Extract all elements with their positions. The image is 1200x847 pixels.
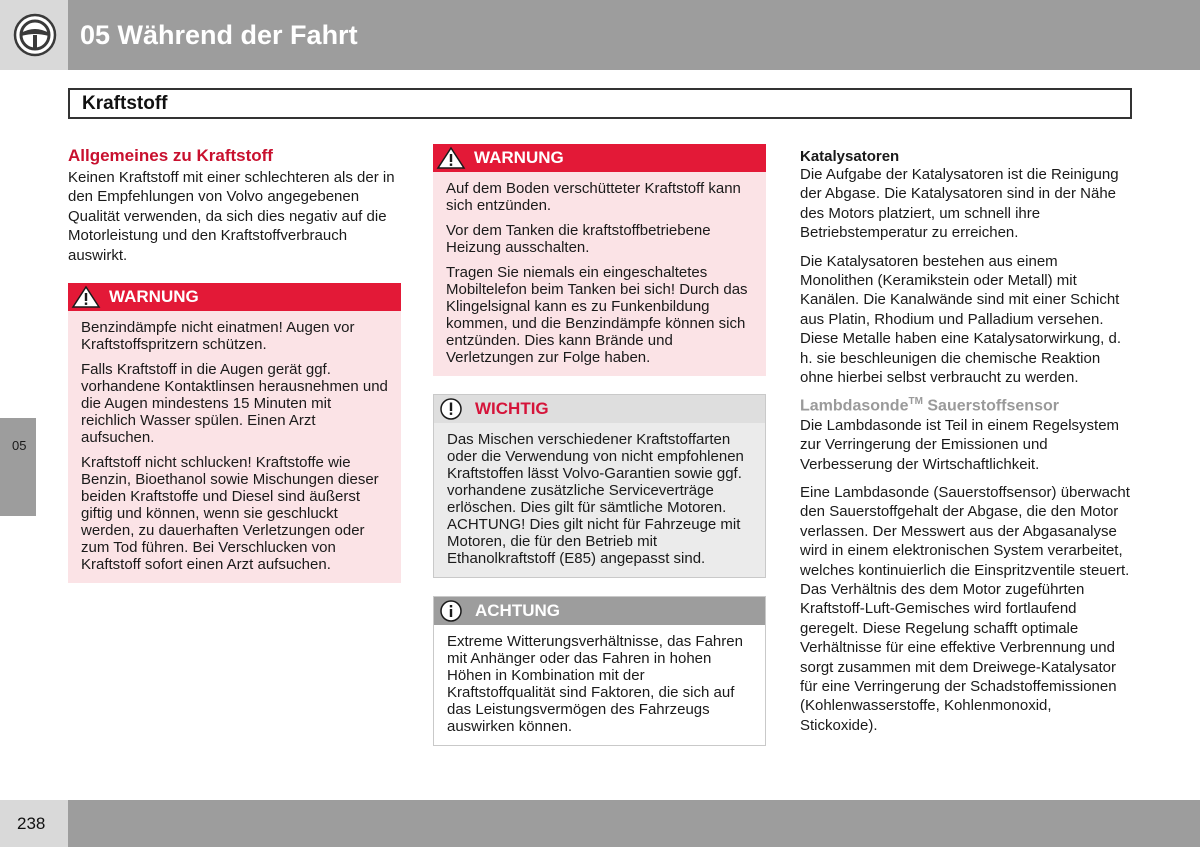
important-box — [433, 394, 766, 578]
side-tab-label: 05 — [12, 438, 27, 453]
catalyst-heading: Katalysatoren — [800, 148, 900, 165]
chapter-header-bar — [0, 0, 1200, 70]
chapter-side-tab — [0, 418, 36, 516]
lambda-paragraph: Die Lambdasonde ist Teil in einem Regelsystem zur Verringerung der Emissionen und Verbesserung der Wirtschaftlichkeit. — [800, 416, 1120, 473]
warning-box-refuelling — [433, 144, 766, 376]
warning-paragraph: Tragen Sie niemals ein eingeschaltetes Mobiltelefon beim Tanken bei sich! Durch das Klingelsignal kann es zu Funkenbildung kommen, und die Benzindämpfe können sich entzünden. Dies kann Brände und Verletzungen zur Folge haben. — [446, 264, 748, 366]
warning-box-fuel-vapour — [68, 283, 401, 583]
column-right — [800, 144, 1132, 735]
catalyst-paragraph: Die Aufgabe der Katalysatoren ist die Reinigung der Abgase. Die Katalysatoren sind in der Nähe des Motors platziert, um schnell ihre Betriebstemperatur zu erreichen. — [800, 166, 1119, 242]
steering-wheel-icon — [13, 13, 57, 57]
lambda-paragraph: Eine Lambdasonde (Sauerstoffsensor) überwacht den Sauerstoffgehalt der Abgase, die den Motor verlassen. Der Messwert aus der Abgasanalyse wird in einem elektronischen System verarbeitet, welches kontinuierlich die Einspritzventile steuert. Das Verhältnis des dem Motor zugeführten Kraftstoff-Luft-Gemisches wird fortlaufend geregelt. Diese Regelung schafft optimale Verhältnisse für eine effektive Verbrennung und sorgt zusammen mit dem Dreiwege-Katalysator für eine Verringerung der Schadstoffemissionen (Kohlenwasserstoffe, Kohlenmonoxid, Stickoxide). — [800, 484, 1130, 734]
warning-paragraph: Benzindämpfe nicht einatmen! Augen vor Kraftstoffspritzern schützen. — [81, 319, 355, 354]
note-paragraph: Extreme Witterungsverhältnisse, das Fahren mit Anhänger oder das Fahren in hohen Höhen in Kombination mit der Kraftstoffqualität sind Faktoren, die sich auf das Leistungsvermögen des Fahrzeugs auswirken können. — [447, 633, 743, 735]
fuel-general-text: Keinen Kraftstoff mit einer schlechteren als der in den Empfehlungen von Volvo angegebenen Qualität verwenden, da sich dies negativ auf die Motorleistung und den Kraftstoffverbrauch auswirkt. — [68, 169, 395, 264]
note-header — [434, 597, 765, 625]
warning-body — [433, 172, 766, 376]
column-middle — [433, 144, 766, 746]
lambda-heading-rest: Sauerstoffsensor — [922, 397, 1059, 415]
warning-header — [433, 144, 766, 172]
catalyst-paragraph: Die Katalysatoren bestehen aus einem Monolithen (Keramikstein oder Metall) mit Kanälen. Die Kanalwände sind mit einer Schicht aus Platin, Rhodium und Palladium versehen. Diese Metalle haben eine Katalysatorwirkung, d. h. sie beschleunigen die chemische Reaktion ohne hierbei selbst verbraucht zu werden. — [800, 252, 1122, 387]
warning-title: WARNUNG — [474, 148, 564, 167]
lambda-heading — [800, 396, 1132, 415]
note-body — [434, 625, 765, 745]
warning-triangle-icon — [71, 285, 101, 309]
warning-paragraph: Vor dem Tanken die kraftstoffbetriebene Heizung ausschalten. — [446, 222, 711, 256]
page-number: 238 — [17, 814, 46, 833]
page-number-box — [0, 800, 68, 847]
important-body — [434, 423, 765, 577]
warning-paragraph: Kraftstoff nicht schlucken! Kraftstoffe wie Benzin, Bioethanol sowie Mischungen dieser beiden Kraftstoffe und Diesel sind äußerst giftig und können, wenn sie geschluckt werden, zu dauerhaften Verletzungen oder zum Tod führen. Bei Verschlucken von Kraftstoff sofort einen Arzt aufsuchen. — [81, 454, 379, 574]
warning-paragraph: Auf dem Boden verschütteter Kraftstoff kann sich entzünden. — [446, 180, 741, 214]
chapter-icon-box — [0, 0, 68, 70]
important-paragraph: Das Mischen verschiedener Kraftstoffarten oder die Verwendung von nicht empfohlenen Kraftstoffen lässt Volvo-Garantien sowie ggf. vorhandene zusätzliche Serviceverträge erlöschen. Dies gilt für sämtliche Motoren. ACHTUNG! Dies gilt nicht für Fahrzeuge mit Motoren, die für den Betrieb mit Ethanolkraftstoff (E85) angepasst sind. — [447, 431, 744, 567]
warning-title: WARNUNG — [109, 287, 199, 307]
note-box — [433, 596, 766, 746]
section-title: Kraftstoff — [82, 93, 168, 114]
warning-paragraph: Falls Kraftstoff in die Augen gerät ggf. vorhandene Kontaktlinsen herausnehmen und die Augen mindestens 15 Minuten mit reichlich Wasser spülen. Einen Arzt aufsuchen. — [81, 361, 388, 447]
note-title: ACHTUNG — [475, 601, 560, 620]
exclamation-circle-icon — [437, 397, 465, 421]
info-circle-icon — [437, 599, 465, 623]
warning-body — [68, 311, 401, 583]
section-title-box — [68, 88, 1132, 119]
important-title: WICHTIG — [475, 399, 549, 418]
chapter-title: 05 Während der Fahrt — [80, 20, 358, 50]
trademark-mark: TM — [908, 396, 923, 408]
lambda-heading-main: Lambdasonde — [800, 397, 909, 415]
important-header — [434, 395, 765, 423]
column-left — [68, 144, 401, 583]
footer-bar — [0, 800, 1200, 847]
fuel-general-heading: Allgemeines zu Kraftstoff — [68, 146, 273, 165]
warning-triangle-icon — [436, 146, 466, 170]
warning-header — [68, 283, 401, 311]
